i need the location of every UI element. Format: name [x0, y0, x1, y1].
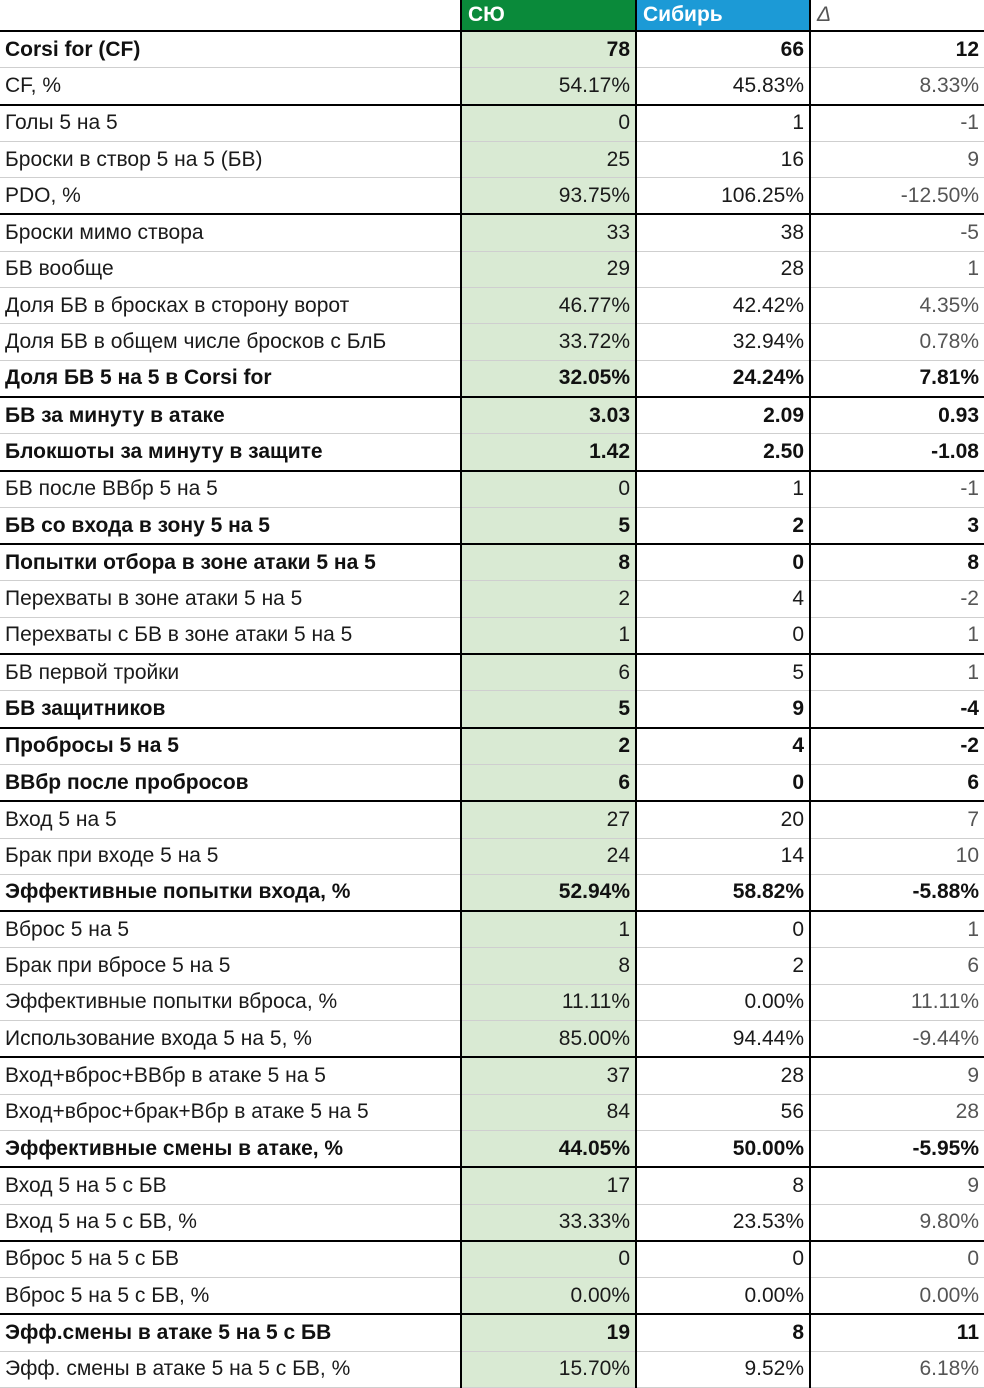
delta-value-cell[interactable]: 6.18%: [810, 1351, 984, 1387]
table-row: [0, 1351, 984, 1387]
delta-value-cell[interactable]: -4: [810, 691, 984, 728]
team-a-value-cell[interactable]: 6: [461, 764, 636, 801]
table-row: [0, 691, 984, 728]
table-row: [0, 31, 984, 68]
team-b-value-cell[interactable]: 50.00%: [636, 1130, 810, 1167]
table-row: [0, 251, 984, 287]
team-a-value-cell[interactable]: 24: [461, 838, 636, 874]
team-b-value-cell[interactable]: 38: [636, 214, 810, 251]
delta-value-cell[interactable]: 7.81%: [810, 360, 984, 397]
team-b-value-cell[interactable]: 1: [636, 471, 810, 508]
team-a-value-cell[interactable]: 27: [461, 801, 636, 838]
team-a-value-cell[interactable]: 17: [461, 1167, 636, 1204]
team-b-value-cell[interactable]: 9: [636, 691, 810, 728]
table-row: [0, 801, 984, 838]
delta-value-cell[interactable]: -1.08: [810, 434, 984, 471]
row-label-cell[interactable]: БВ после ВВбр 5 на 5: [0, 471, 461, 508]
row-label-cell[interactable]: БВ за минуту в атаке: [0, 397, 461, 434]
delta-value-cell[interactable]: -1: [810, 105, 984, 142]
row-label-cell[interactable]: Эффективные смены в атаке, %: [0, 1130, 461, 1167]
row-label-cell[interactable]: Вброс 5 на 5 с БВ, %: [0, 1278, 461, 1315]
team-b-value-cell[interactable]: 2.50: [636, 434, 810, 471]
delta-value-cell[interactable]: 0.78%: [810, 324, 984, 360]
row-label-cell[interactable]: Использование входа 5 на 5, %: [0, 1021, 461, 1058]
team-b-value-cell[interactable]: 0.00%: [636, 984, 810, 1020]
team-b-value-cell[interactable]: 2: [636, 507, 810, 544]
table-row: [0, 874, 984, 911]
header-team-b[interactable]: Сибирь: [636, 0, 810, 31]
team-a-value-cell[interactable]: 25: [461, 141, 636, 177]
team-a-value-cell[interactable]: 52.94%: [461, 874, 636, 911]
team-a-value-cell[interactable]: 0: [461, 471, 636, 508]
team-b-value-cell[interactable]: 66: [636, 31, 810, 68]
team-b-value-cell[interactable]: 56: [636, 1094, 810, 1130]
row-label-cell[interactable]: БВ защитников: [0, 691, 461, 728]
team-b-value-cell[interactable]: 0: [636, 1241, 810, 1278]
team-a-value-cell[interactable]: 33.72%: [461, 324, 636, 360]
team-a-value-cell[interactable]: 2: [461, 581, 636, 617]
team-b-value-cell[interactable]: 0: [636, 911, 810, 948]
team-b-value-cell[interactable]: 9.52%: [636, 1351, 810, 1387]
table-row: [0, 984, 984, 1020]
team-b-value-cell[interactable]: 5: [636, 654, 810, 691]
table-row: [0, 728, 984, 765]
team-b-value-cell[interactable]: 23.53%: [636, 1204, 810, 1241]
row-label-cell[interactable]: ВВбр после пробросов: [0, 764, 461, 801]
team-a-value-cell[interactable]: 5: [461, 691, 636, 728]
row-label-cell[interactable]: Пробросы 5 на 5: [0, 728, 461, 765]
row-label-cell[interactable]: БВ вообще: [0, 251, 461, 287]
table-row: [0, 911, 984, 948]
team-a-value-cell[interactable]: 37: [461, 1057, 636, 1094]
table-row: [0, 654, 984, 691]
delta-value-cell[interactable]: 6: [810, 764, 984, 801]
team-a-value-cell[interactable]: 1.42: [461, 434, 636, 471]
team-b-value-cell[interactable]: 14: [636, 838, 810, 874]
team-b-value-cell[interactable]: 58.82%: [636, 874, 810, 911]
row-label-cell[interactable]: Вход+вброс+ВВбр в атаке 5 на 5: [0, 1057, 461, 1094]
table-row: [0, 178, 984, 215]
delta-value-cell[interactable]: 8.33%: [810, 68, 984, 105]
table-row: [0, 324, 984, 360]
team-a-value-cell[interactable]: 11.11%: [461, 984, 636, 1020]
delta-value-cell[interactable]: 11: [810, 1314, 984, 1351]
delta-value-cell[interactable]: 10: [810, 838, 984, 874]
team-b-value-cell[interactable]: 32.94%: [636, 324, 810, 360]
table-body: [0, 31, 984, 1387]
table-row: [0, 838, 984, 874]
header-blank-cell: [0, 0, 461, 31]
team-a-value-cell[interactable]: 6: [461, 654, 636, 691]
team-b-value-cell[interactable]: 20: [636, 801, 810, 838]
row-label-cell[interactable]: Доля БВ 5 на 5 в Corsi for: [0, 360, 461, 397]
delta-value-cell[interactable]: 1: [810, 911, 984, 948]
team-b-value-cell[interactable]: 0: [636, 617, 810, 654]
row-label-cell[interactable]: Вброс 5 на 5: [0, 911, 461, 948]
table-row: [0, 471, 984, 508]
delta-value-cell[interactable]: 9: [810, 1057, 984, 1094]
team-a-value-cell[interactable]: 32.05%: [461, 360, 636, 397]
header-row: [0, 0, 984, 31]
team-a-value-cell[interactable]: 29: [461, 251, 636, 287]
delta-value-cell[interactable]: -9.44%: [810, 1021, 984, 1058]
table-row: [0, 1057, 984, 1094]
row-label-cell[interactable]: Голы 5 на 5: [0, 105, 461, 142]
team-b-value-cell[interactable]: 45.83%: [636, 68, 810, 105]
row-label-cell[interactable]: Перехваты с БВ в зоне атаки 5 на 5: [0, 617, 461, 654]
row-label-cell[interactable]: Вход 5 на 5 с БВ, %: [0, 1204, 461, 1241]
row-label-cell[interactable]: Попытки отбора в зоне атаки 5 на 5: [0, 544, 461, 581]
delta-value-cell[interactable]: 0.93: [810, 397, 984, 434]
delta-value-cell[interactable]: -1: [810, 471, 984, 508]
team-b-value-cell[interactable]: 4: [636, 581, 810, 617]
team-a-value-cell[interactable]: 0.00%: [461, 1278, 636, 1315]
header-delta[interactable]: Δ: [810, 0, 984, 31]
delta-value-cell[interactable]: -5.88%: [810, 874, 984, 911]
table-row: [0, 141, 984, 177]
row-label-cell[interactable]: Вход+вброс+брак+Вбр в атаке 5 на 5: [0, 1094, 461, 1130]
team-a-value-cell[interactable]: 19: [461, 1314, 636, 1351]
delta-value-cell[interactable]: 9.80%: [810, 1204, 984, 1241]
team-b-value-cell[interactable]: 16: [636, 141, 810, 177]
delta-value-cell[interactable]: -2: [810, 581, 984, 617]
team-a-value-cell[interactable]: 84: [461, 1094, 636, 1130]
delta-value-cell[interactable]: 6: [810, 948, 984, 984]
delta-value-cell[interactable]: 3: [810, 507, 984, 544]
table-row: [0, 1241, 984, 1278]
team-b-value-cell[interactable]: 2: [636, 948, 810, 984]
table-row: [0, 105, 984, 142]
row-label-cell[interactable]: Corsi for (CF): [0, 31, 461, 68]
row-label-cell[interactable]: Броски мимо створа: [0, 214, 461, 251]
team-a-value-cell[interactable]: 0: [461, 105, 636, 142]
delta-value-cell[interactable]: 4.35%: [810, 288, 984, 324]
team-a-value-cell[interactable]: 1: [461, 911, 636, 948]
team-a-value-cell[interactable]: 8: [461, 948, 636, 984]
team-a-value-cell[interactable]: 2: [461, 728, 636, 765]
row-label-cell[interactable]: Вход 5 на 5: [0, 801, 461, 838]
row-label-cell[interactable]: Броски в створ 5 на 5 (БВ): [0, 141, 461, 177]
row-label-cell[interactable]: Эфф.смены в атаке 5 на 5 с БВ: [0, 1314, 461, 1351]
table-row: [0, 1314, 984, 1351]
team-a-value-cell[interactable]: 54.17%: [461, 68, 636, 105]
team-a-value-cell[interactable]: 15.70%: [461, 1351, 636, 1387]
team-a-value-cell[interactable]: 44.05%: [461, 1130, 636, 1167]
row-label-cell[interactable]: БВ первой тройки: [0, 654, 461, 691]
table-row: [0, 1094, 984, 1130]
delta-value-cell[interactable]: 28: [810, 1094, 984, 1130]
team-a-value-cell[interactable]: 46.77%: [461, 288, 636, 324]
delta-value-cell[interactable]: -5.95%: [810, 1130, 984, 1167]
table-row: [0, 288, 984, 324]
table-row: [0, 1167, 984, 1204]
team-b-value-cell[interactable]: 28: [636, 251, 810, 287]
table-row: [0, 68, 984, 105]
table-row: [0, 544, 984, 581]
delta-value-cell[interactable]: 9: [810, 1167, 984, 1204]
team-a-value-cell[interactable]: 0: [461, 1241, 636, 1278]
team-a-value-cell[interactable]: 85.00%: [461, 1021, 636, 1058]
delta-value-cell[interactable]: 1: [810, 654, 984, 691]
table-row: [0, 434, 984, 471]
delta-value-cell[interactable]: 7: [810, 801, 984, 838]
table-row: [0, 948, 984, 984]
team-b-value-cell[interactable]: 0: [636, 764, 810, 801]
row-label-cell[interactable]: Брак при вбросе 5 на 5: [0, 948, 461, 984]
team-b-value-cell[interactable]: 106.25%: [636, 178, 810, 215]
delta-value-cell[interactable]: 0: [810, 1241, 984, 1278]
row-label-cell[interactable]: Вход 5 на 5 с БВ: [0, 1167, 461, 1204]
row-label-cell[interactable]: Доля БВ в общем числе бросков с БлБ: [0, 324, 461, 360]
team-a-value-cell[interactable]: 8: [461, 544, 636, 581]
delta-value-cell[interactable]: 0.00%: [810, 1278, 984, 1315]
delta-value-cell[interactable]: 11.11%: [810, 984, 984, 1020]
row-label-cell[interactable]: БВ со входа в зону 5 на 5: [0, 507, 461, 544]
row-label-cell[interactable]: Доля БВ в бросках в сторону ворот: [0, 288, 461, 324]
team-b-value-cell[interactable]: 24.24%: [636, 360, 810, 397]
header-team-a[interactable]: СЮ: [461, 0, 636, 31]
delta-value-cell[interactable]: -5: [810, 214, 984, 251]
table-row: [0, 507, 984, 544]
team-b-value-cell[interactable]: 0: [636, 544, 810, 581]
delta-value-cell[interactable]: -2: [810, 728, 984, 765]
team-b-value-cell[interactable]: 42.42%: [636, 288, 810, 324]
delta-value-cell[interactable]: -12.50%: [810, 178, 984, 215]
team-b-value-cell[interactable]: 8: [636, 1167, 810, 1204]
table-row: [0, 1278, 984, 1315]
table-row: [0, 397, 984, 434]
team-b-value-cell[interactable]: 4: [636, 728, 810, 765]
table-row: [0, 617, 984, 654]
row-label-cell[interactable]: Перехваты в зоне атаки 5 на 5: [0, 581, 461, 617]
delta-value-cell[interactable]: 8: [810, 544, 984, 581]
team-a-value-cell[interactable]: 78: [461, 31, 636, 68]
team-a-value-cell[interactable]: 1: [461, 617, 636, 654]
row-label-cell[interactable]: CF, %: [0, 68, 461, 105]
team-a-value-cell[interactable]: 33: [461, 214, 636, 251]
row-label-cell[interactable]: PDO, %: [0, 178, 461, 215]
delta-value-cell[interactable]: 1: [810, 617, 984, 654]
team-a-value-cell[interactable]: 5: [461, 507, 636, 544]
row-label-cell[interactable]: Блокшоты за минуту в защите: [0, 434, 461, 471]
team-a-value-cell[interactable]: 3.03: [461, 397, 636, 434]
team-b-value-cell[interactable]: 28: [636, 1057, 810, 1094]
team-b-value-cell[interactable]: 1: [636, 105, 810, 142]
row-label-cell[interactable]: Вброс 5 на 5 с БВ: [0, 1241, 461, 1278]
team-a-value-cell[interactable]: 33.33%: [461, 1204, 636, 1241]
table-row: [0, 764, 984, 801]
row-label-cell[interactable]: Эффективные попытки вброса, %: [0, 984, 461, 1020]
team-a-value-cell[interactable]: 93.75%: [461, 178, 636, 215]
delta-value-cell[interactable]: 9: [810, 141, 984, 177]
team-b-value-cell[interactable]: 0.00%: [636, 1278, 810, 1315]
delta-value-cell[interactable]: 12: [810, 31, 984, 68]
table-row: [0, 214, 984, 251]
table-row: [0, 581, 984, 617]
table-row: [0, 1204, 984, 1241]
table-row: [0, 1130, 984, 1167]
row-label-cell[interactable]: Брак при входе 5 на 5: [0, 838, 461, 874]
team-b-value-cell[interactable]: 8: [636, 1314, 810, 1351]
row-label-cell[interactable]: Эффективные попытки входа, %: [0, 874, 461, 911]
table-row: [0, 360, 984, 397]
team-b-value-cell[interactable]: 94.44%: [636, 1021, 810, 1058]
team-b-value-cell[interactable]: 2.09: [636, 397, 810, 434]
row-label-cell[interactable]: Эфф. смены в атаке 5 на 5 с БВ, %: [0, 1351, 461, 1387]
delta-value-cell[interactable]: 1: [810, 251, 984, 287]
table-row: [0, 1021, 984, 1058]
